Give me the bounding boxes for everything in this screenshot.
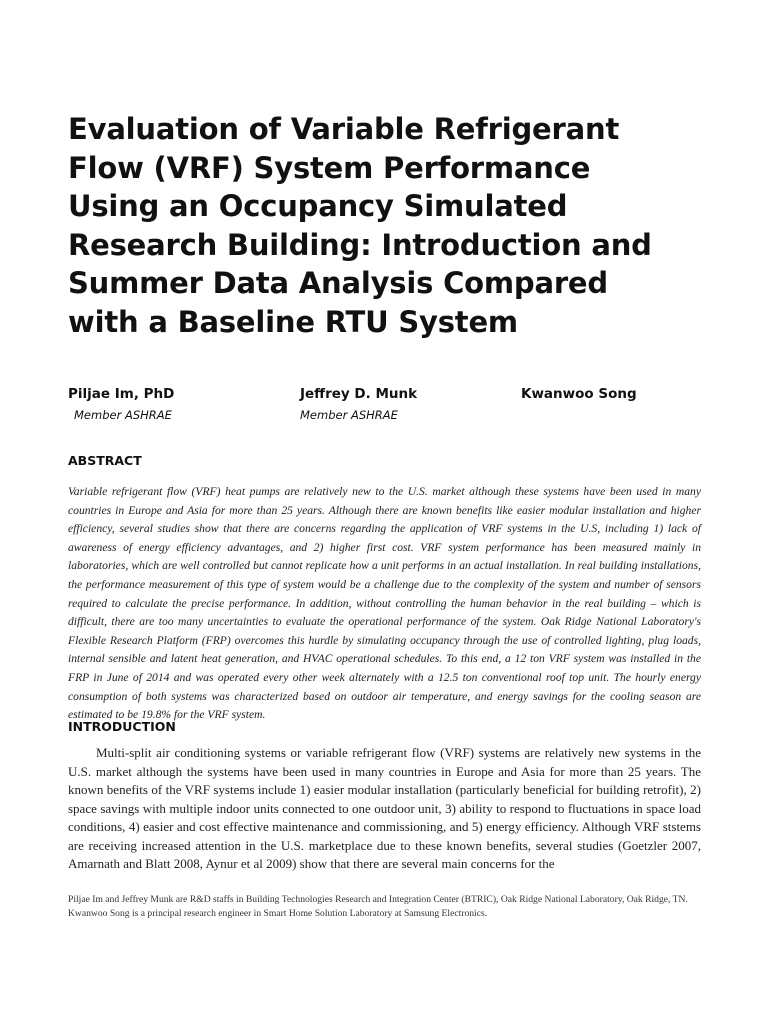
author-name-3: Kwanwoo Song (521, 386, 637, 402)
author-affiliation-2: Member ASHRAE (300, 408, 398, 422)
title-line: Research Building: Introduction and (68, 227, 652, 262)
abstract-heading: ABSTRACT (68, 453, 142, 468)
title-line: with a Baseline RTU System (68, 304, 518, 339)
title-line: Flow (VRF) System Performance (68, 150, 591, 185)
footnote-line: Piljae Im and Jeffrey Munk are R&D staffs in Building Technologies Research and Integration Center (BTRIC), Oak Ridge National Laboratory, Oak Ridge, TN. (68, 894, 688, 905)
introduction-heading: INTRODUCTION (68, 719, 176, 734)
author-name-1: Piljae Im, PhD (68, 386, 175, 402)
introduction-text: Multi-split air conditioning systems or variable refrigerant flow (VRF) systems are relatively new systems in the U.S. market although the systems have been used in many countries in Europe and Asia for more than 25 years. The known benefits of the VRF systems include 1) easier modular installation (particularly beneficial for building retrofit), 2) space savings with multiple indoor units connected to one outdoor unit, 3) ability to respond to fluctuations in space load conditions, 4) easier and cost effective maintenance and commissioning, and 5) energy efficiency. Although VRF ststems are receiving increased attention in the U.S. marketplace due to these known benefits, several studies (Goetzler 2007, Amarnath and Blatt 2008, Aynur et al 2009) show that there are several main concerns for the (68, 745, 701, 871)
author-affiliation-1: Member ASHRAE (74, 408, 172, 422)
footnote (68, 893, 708, 920)
abstract-text: Variable refrigerant flow (VRF) heat pumps are relatively new to the U.S. market although these systems have been used in many countries in Europe and Asia for more than 25 years. Although there are known benefits like easier modular installation and higher efficiency, several studies show that there are concerns regarding the application of VRF systems in the U.S, including 1) lack of awareness of energy efficiency advantages, and 2) higher first cost. VRF system performance has been measured mainly in laboratories, which are well controlled but cannot replicate how a unit performs in an actual installation. In real building installations, the performance measurement of this type of system would be a challenge due to the complexity of the system and number of sensors required to calculate the precise performance. In addition, without controlling the human behavior in the real building – which is difficult, there are too many uncertainties to evaluate the operational performance of the system. Oak Ridge National Laboratory's Flexible Research Platform (FRP) overcomes this hurdle by simulating occupancy through the use of controlled lighting, plug loads, internal sensible and latent heat generation, and HVAC operational schedules. To this end, a 12 ton VRF system was installed in the FRP in June of 2014 and was operated every other week alternately with a 12.5 ton conventional roof top unit. The hourly energy consumption of both systems was characterized based on outdoor air temperature, and energy savings for the cooling season are estimated to be 19.8% for the VRF system. (68, 485, 701, 722)
title-line: Summer Data Analysis Compared (68, 266, 608, 300)
title-line: Evaluation of Variable Refrigerant (68, 112, 620, 146)
footnote-line: Kwanwoo Song is a principal research engineer in Smart Home Solution Laboratory at Samsung Electronics. (68, 907, 488, 919)
author-name-2: Jeffrey D. Munk (300, 386, 418, 402)
introduction-paragraph (68, 744, 701, 874)
title-line: Using an Occupancy Simulated (68, 189, 568, 223)
paper-title (68, 110, 708, 341)
